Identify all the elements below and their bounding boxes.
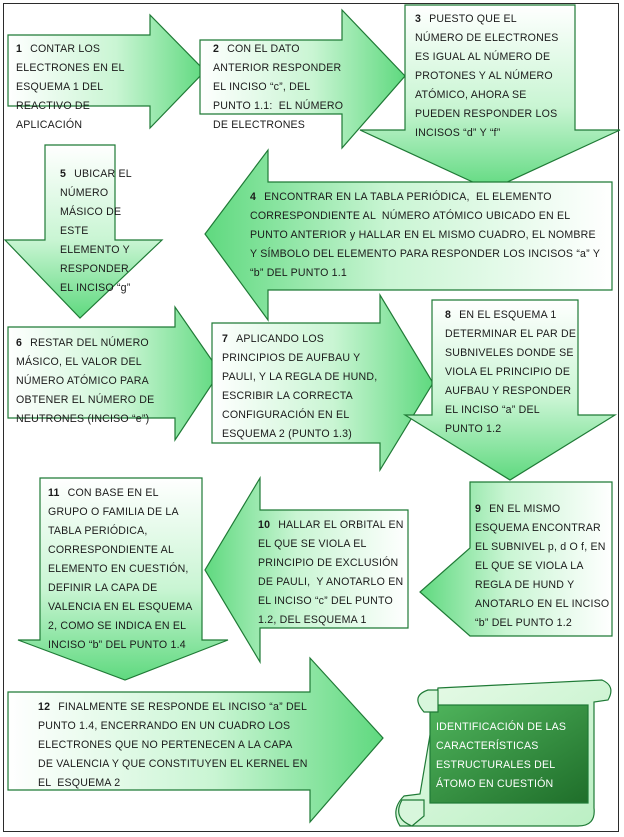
step-8-text: EN EL ESQUEMA 1 DETERMINAR EL PAR DE SUBNIVELES DONDE SE VIOLA EL PRINCIPIO DE AUFBAU Y RESPONDER EL INCISO “a” DEL PUNTO 1.2 <box>445 309 580 435</box>
step-9-text: EN EL MISMO ESQUEMA ENCONTRAR EL SUBNIVEL p, d O f, EN EL QUE SE VIOLA LA REGLA DE HUND Y ANOTARLO EN EL INCISO “b” DEL PUNTO 1.2 <box>475 503 613 629</box>
step-9-number: 9 <box>475 503 482 515</box>
step-1 <box>16 40 156 135</box>
step-3-number: 3 <box>415 13 422 25</box>
step-5 <box>60 165 140 298</box>
step-6-number: 6 <box>16 337 23 349</box>
step-3 <box>415 10 563 143</box>
step-1-number: 1 <box>16 43 23 55</box>
step-11-number: 11 <box>48 487 60 499</box>
step-6-text: RESTAR DEL NÚMERO MÁSICO, EL VALOR DEL NÚMERO ATÓMICO PARA OBTENER EL NÚMERO DE NEUTRONES (INCISO “e”) <box>16 337 158 425</box>
step-12 <box>38 698 311 793</box>
step-8-number: 8 <box>445 309 452 321</box>
step-11-text: CON BASE EN EL GRUPO O FAMILIA DE LA TABLA PERIÓDICA, CORRESPONDIENTE AL ELEMENTO EN CUESTIÓN, DEFINIR LA CAPA DE VALENCIA EN EL ESQUEMA 2, COMO SE INDICA EN EL INCISO “b” DEL PUNTO 1.4 <box>48 487 196 651</box>
step-2 <box>213 40 348 135</box>
step-7-text: APLICANDO LOS PRINCIPIOS DE AUFBAU Y PAULI, Y LA REGLA DE HUND, ESCRIBIR LA CORRECTA CONFIGURACIÓN EN EL ESQUEMA 2 (PUNTO 1.3) <box>222 333 381 440</box>
step-10-number: 10 <box>258 519 271 531</box>
step-4 <box>250 188 605 283</box>
step-11 <box>48 484 200 655</box>
step-1-text: CONTAR LOS ELECTRONES EN EL ESQUEMA 1 DEL REACTIVO DE APLICACIÓN <box>16 43 128 131</box>
step-7 <box>222 330 382 444</box>
step-3-text: PUESTO QUE EL NÚMERO DE ELECTRONES ES IGUAL AL NÚMERO DE PROTONES Y AL NÚMERO ATÓMICO, AHORA SE PUEDEN RESPONDER LOS INCISOS “d” Y “f” <box>415 13 562 139</box>
step-7-number: 7 <box>222 333 229 345</box>
step-2-number: 2 <box>213 43 220 55</box>
step-4-text: ENCONTRAR EN LA TABLA PERIÓDICA, EL ELEMENTO CORRESPONDIENTE AL NÚMERO ATÓMICO UBICADO EN EL PUNTO ANTERIOR y HALLAR EN EL MISMO CUADRO, EL NOMBRE Y SÍMBOLO DEL ELEMENTO PARA RESPONDER LOS INCISOS “a” Y “b” DEL PUNTO 1.1 <box>250 191 604 279</box>
step-12-number: 12 <box>38 701 51 713</box>
step-6 <box>16 334 181 429</box>
scroll-text: IDENTIFICACIÓN DE LAS CARACTERÍSTICAS ESTRUCTURALES DEL ÁTOMO EN CUESTIÓN <box>436 721 567 790</box>
step-2-text: CON EL DATO ANTERIOR RESPONDER EL INCISO “c”, DEL PUNTO 1.1: EL NÚMERO DE ELECTRONES <box>213 43 347 131</box>
step-8 <box>445 306 580 439</box>
step-5-number: 5 <box>60 168 67 180</box>
step-9 <box>475 500 613 633</box>
step-12-text: FINALMENTE SE RESPONDE EL INCISO “a” DEL PUNTO 1.4, ENCERRANDO EN UN CUADRO LOS ELECTRONES QUE NO PERTENECEN A LA CAPA DE VALENCIA Y QUE CONSTITUYEN EL KERNEL EN EL ESQUEMA 2 <box>38 701 311 789</box>
step-10-text: HALLAR EL ORBITAL EN EL QUE SE VIOLA EL PRINCIPIO DE EXCLUSIÓN DE PAULI, Y ANOTARLO EN EL INCISO “c” DEL PUNTO 1.2, DEL ESQUEMA 1 <box>258 519 407 626</box>
step-5-text: UBICAR EL NÚMERO MÁSICO DE ESTE ELEMENTO Y RESPONDER EL INCISO “g” <box>60 168 135 294</box>
step-10 <box>258 516 408 630</box>
step-4-number: 4 <box>250 191 257 203</box>
